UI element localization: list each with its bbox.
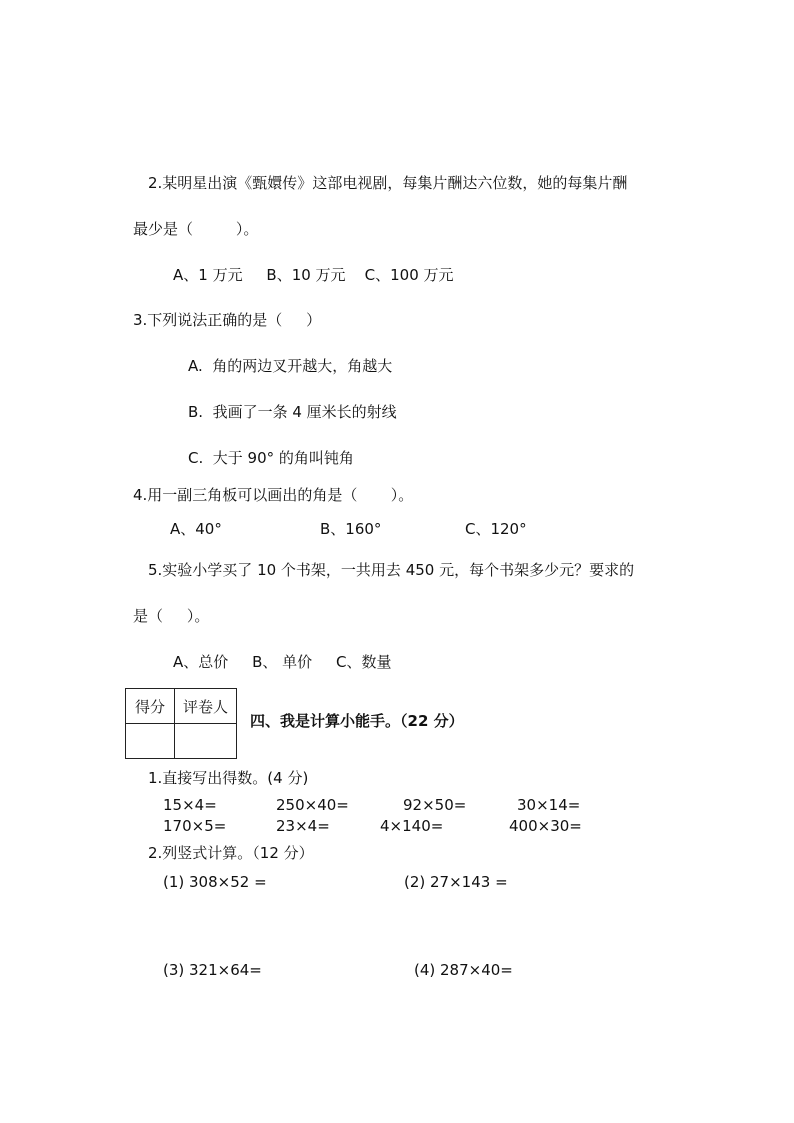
calc-problem-1: (1) 308×52 =: [163, 873, 267, 891]
score-header: 得分: [126, 689, 175, 724]
q3-option-c: C. 大于 90° 的角叫钝角: [188, 449, 354, 467]
calc-item: 30×14=: [517, 796, 581, 814]
calc-sub2-title: 2.列竖式计算。（12 分）: [148, 844, 314, 862]
grader-cell[interactable]: [175, 724, 237, 759]
score-table: [125, 688, 237, 759]
q3-stem: 3.下列说法正确的是（ ）: [133, 311, 322, 329]
q2-options: A、1 万元 B、10 万元 C、100 万元: [173, 266, 454, 284]
calc-item: 15×4=: [163, 796, 217, 814]
calc-sub1-title: 1.直接写出得数。(4 分): [148, 769, 309, 787]
q3-option-b: B. 我画了一条 4 厘米长的射线: [188, 403, 397, 421]
q2-line1: 2.某明星出演《甄嬛传》这部电视剧，每集片酬达六位数，她的每集片酬: [148, 174, 628, 192]
calc-item: 23×4=: [276, 817, 330, 835]
calc-problem-3: (3) 321×64=: [163, 961, 262, 979]
section4-title: 四、我是计算小能手。（22 分）: [250, 712, 464, 730]
calc-item: 92×50=: [403, 796, 467, 814]
q4-option-c: C、120°: [465, 520, 527, 538]
calc-item: 4×140=: [380, 817, 444, 835]
q5-options: A、总价 B、 单价 C、数量: [173, 653, 392, 671]
q4-option-b: B、160°: [320, 520, 382, 538]
q4-option-a: A、40°: [170, 520, 222, 538]
q4-stem: 4.用一副三角板可以画出的角是（ ）。: [133, 486, 414, 504]
q5-line1: 5.实验小学买了 10 个书架，一共用去 450 元，每个书架多少元？要求的: [148, 561, 635, 579]
calc-problem-4: (4) 287×40=: [414, 961, 513, 979]
score-cell[interactable]: [126, 724, 175, 759]
calc-item: 170×5=: [163, 817, 227, 835]
grader-header: 评卷人: [175, 689, 237, 724]
q5-line2: 是（ ）。: [133, 607, 210, 625]
calc-item: 250×40=: [276, 796, 349, 814]
calc-problem-2: (2) 27×143 =: [404, 873, 508, 891]
calc-item: 400×30=: [509, 817, 582, 835]
q2-line2: 最少是（ ）。: [133, 220, 259, 238]
q3-option-a: A. 角的两边叉开越大，角越大: [188, 357, 393, 375]
